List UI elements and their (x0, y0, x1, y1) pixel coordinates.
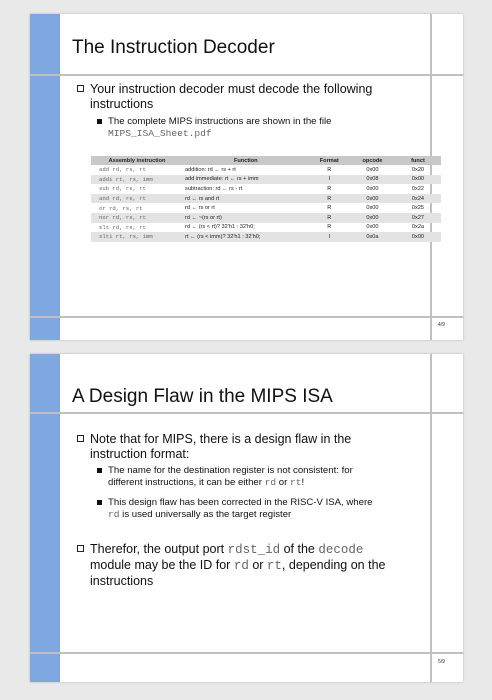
cell-format: R (327, 224, 332, 231)
bullet-design-flaw: Note that for MIPS, there is a design flaw in the instruction format: (90, 432, 420, 462)
table-row (91, 194, 441, 204)
table-row (91, 175, 441, 185)
cell-function: rd ← rs or rt (185, 205, 215, 212)
slide-rule-right (430, 354, 432, 682)
cell-format: R (327, 166, 332, 173)
header-function: Function (183, 156, 309, 165)
table-row (91, 203, 441, 213)
slide-rule-bottom (30, 316, 463, 318)
cell-assembly: slti rt, rs, imm (91, 232, 183, 242)
cell-assembly: addi rt, rs, imm (91, 175, 183, 185)
filled-bullet-icon (97, 119, 102, 124)
cell-opcode: 0x0a (350, 232, 395, 242)
cell-function: addition: rd ← rs + rt (185, 166, 236, 173)
slide-rule-top (30, 412, 463, 414)
cell-opcode: 0x00 (366, 185, 379, 192)
cell-funct: 0x25 (411, 205, 425, 212)
cell-funct: 0x27 (395, 213, 441, 223)
cell-funct: 0x22 (411, 185, 425, 192)
cell-function: rd ← rs and rt (183, 194, 309, 204)
cell-function: rd ← ~(rs or rt) (183, 213, 309, 223)
slide-title: The Instruction Decoder (72, 37, 275, 58)
square-bullet-icon (77, 545, 84, 552)
cell-function: rt ← (rs < imm)? 32'h1 : 32'h0; (183, 232, 309, 242)
cell-function: subtraction: rd ← rs - rt (185, 185, 243, 192)
slide-instruction-decoder (30, 14, 463, 340)
instruction-table (91, 156, 441, 242)
cell-assembly: add rd, rs, rt (99, 166, 146, 174)
cell-assembly: sub rd, rs, rt (99, 185, 146, 193)
cell-assembly: or rd, rs, rt (99, 204, 143, 212)
slide-accent-bar (30, 14, 60, 340)
filled-bullet-icon (97, 500, 102, 505)
table-row (91, 165, 441, 175)
slide-rule-bottom (30, 652, 463, 654)
table-row (91, 213, 441, 223)
cell-funct: 0x2a (411, 224, 425, 231)
header-funct: funct (395, 156, 441, 165)
sub-bullet-inconsistent-name: The name for the destination register is not consistent: for different instructions, it can be either rd or rt! (108, 465, 426, 489)
table-row (91, 184, 441, 194)
table-row (91, 223, 441, 233)
cell-opcode: 0x00 (366, 205, 379, 212)
sub-bullet-isa-file: The complete MIPS instructions are shown in the file MIPS_ISA_Sheet.pdf (108, 116, 428, 140)
cell-function: add immediate: rt ← rs + imm (183, 175, 309, 185)
slide-design-flaw (30, 354, 463, 682)
table-row (91, 232, 441, 242)
slide-rule-top (30, 74, 463, 76)
header-opcode: opcode (350, 156, 395, 165)
cell-format: I (309, 232, 350, 242)
header-format: Format (309, 156, 350, 165)
cell-funct: 0x00 (395, 175, 441, 185)
cell-opcode: 0x00 (366, 224, 379, 231)
page-number: 4/9 (438, 322, 445, 328)
cell-opcode: 0x08 (350, 175, 395, 185)
cell-assembly: nor rd, rs, rt (91, 213, 183, 223)
cell-funct: 0x00 (395, 232, 441, 242)
cell-assembly: slt rd, rs, rt (99, 223, 146, 231)
slide-title: A Design Flaw in the MIPS ISA (72, 386, 333, 407)
cell-funct: 0x24 (395, 194, 441, 204)
page-number: 5/9 (438, 659, 445, 665)
bullet-decode-instructions: Your instruction decoder must decode the following instructions (90, 82, 420, 112)
header-assembly: Assembly instruction (91, 156, 183, 165)
sub-bullet-riscv: This design flaw has been corrected in the RISC-V ISA, where rd is used universally as the target register (108, 497, 426, 521)
cell-opcode: 0x00 (366, 166, 379, 173)
cell-format: R (309, 194, 350, 204)
cell-assembly: and rd, rs, rt (91, 194, 183, 204)
cell-opcode: 0x00 (350, 194, 395, 204)
table-header-row (91, 156, 441, 165)
square-bullet-icon (77, 435, 84, 442)
slide-accent-bar (30, 354, 60, 682)
cell-format: R (327, 185, 332, 192)
cell-format: R (327, 205, 332, 212)
bullet-output-port: Therefor, the output port rdst_id of the decode module may be the ID for rd or rt, depending on the instructions (90, 542, 425, 589)
cell-format: I (309, 175, 350, 185)
cell-format: R (309, 213, 350, 223)
cell-function: rd ← (rs < rt)? 32'h1 : 32'h0; (185, 224, 255, 231)
cell-funct: 0x20 (411, 166, 425, 173)
filled-bullet-icon (97, 468, 102, 473)
cell-opcode: 0x00 (350, 213, 395, 223)
square-bullet-icon (77, 85, 84, 92)
